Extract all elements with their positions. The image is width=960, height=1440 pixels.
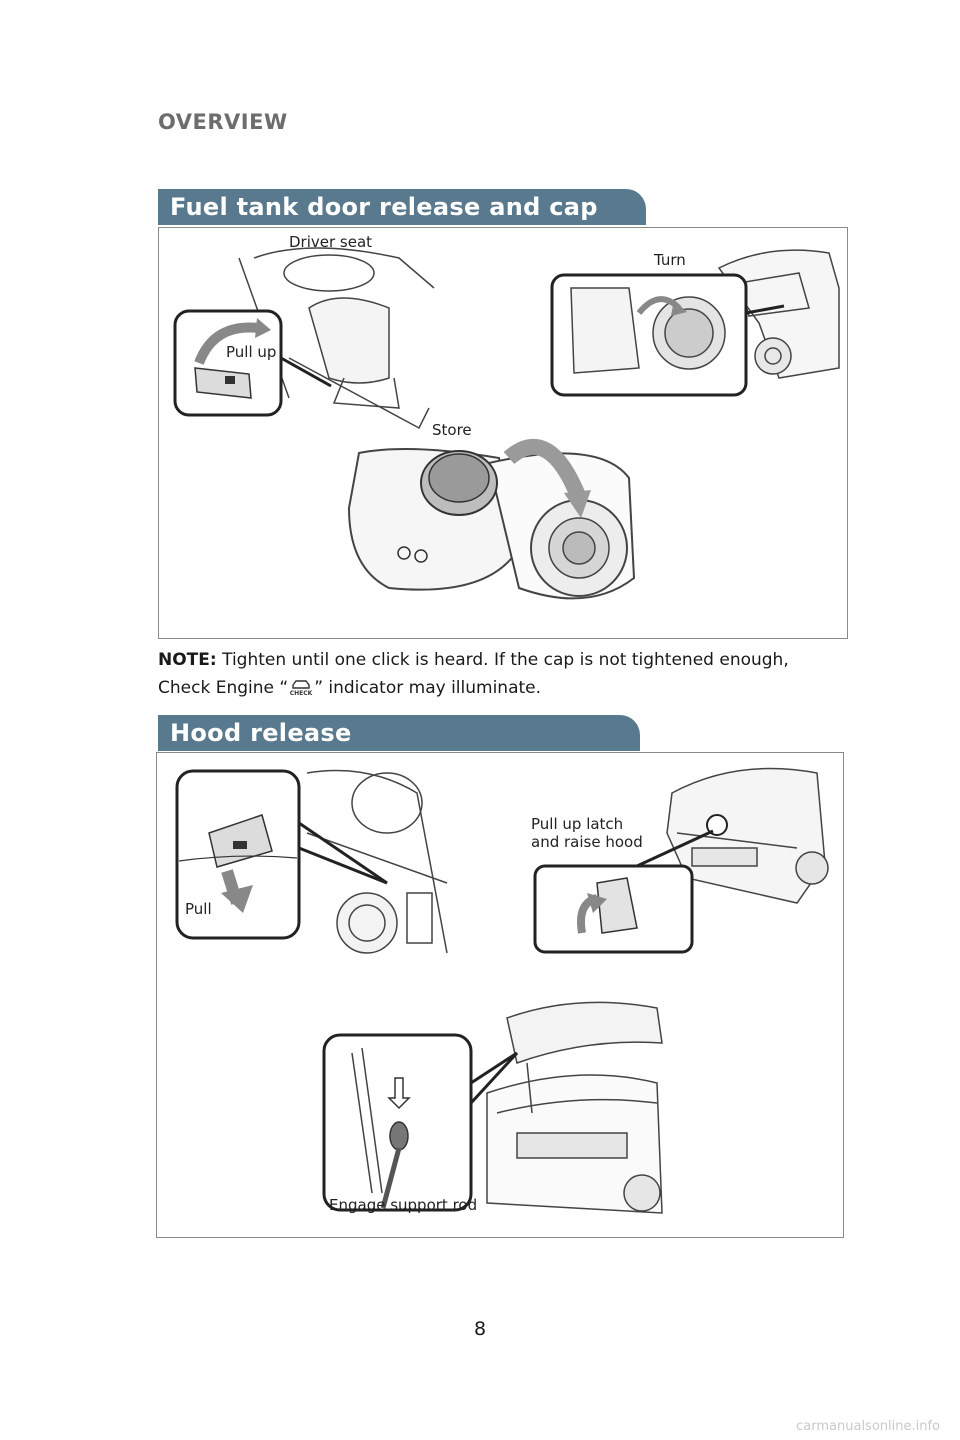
- label-engage-support-rod: Engage support rod: [329, 1196, 478, 1214]
- label-pull: Pull: [185, 900, 212, 918]
- dashboard-scene: [307, 771, 447, 954]
- section-header: OVERVIEW: [158, 110, 288, 134]
- page-number: 8: [473, 1318, 487, 1340]
- note-line-2a: Check Engine “: [158, 678, 289, 698]
- label-pull-up: Pull up: [226, 343, 277, 361]
- note-label: NOTE:: [158, 650, 217, 670]
- svg-text:CHECK: CHECK: [289, 690, 313, 697]
- footer-watermark: carmanualsonline.info: [796, 1419, 940, 1434]
- note-line-2b: ” indicator may illuminate.: [314, 678, 542, 698]
- pull-lever-inset: [175, 311, 331, 415]
- hood-illustration: [157, 753, 843, 1237]
- note-text: [158, 646, 848, 702]
- open-hood-scene: [487, 1002, 662, 1213]
- label-pull-up-latch: [531, 815, 643, 851]
- label-pull-up-latch-line-2: and raise hood: [531, 833, 643, 851]
- label-turn: Turn: [654, 251, 686, 269]
- fuel-cap-store-illustration: [349, 447, 634, 599]
- label-store: Store: [432, 421, 472, 439]
- label-pull-up-latch-line-1: Pull up latch: [531, 815, 624, 833]
- fuel-illustration-panel: [158, 227, 848, 639]
- hood-illustration-panel: [156, 752, 844, 1238]
- fuel-section-title: Fuel tank door release and cap: [158, 189, 646, 225]
- label-driver-seat: Driver seat: [289, 233, 373, 251]
- hood-section-title: Hood release: [158, 715, 640, 751]
- check-engine-icon: [288, 677, 314, 697]
- fuel-illustration: [159, 228, 847, 638]
- note-line-1: Tighten until one click is heard. If the cap is not tightened enough,: [222, 650, 789, 670]
